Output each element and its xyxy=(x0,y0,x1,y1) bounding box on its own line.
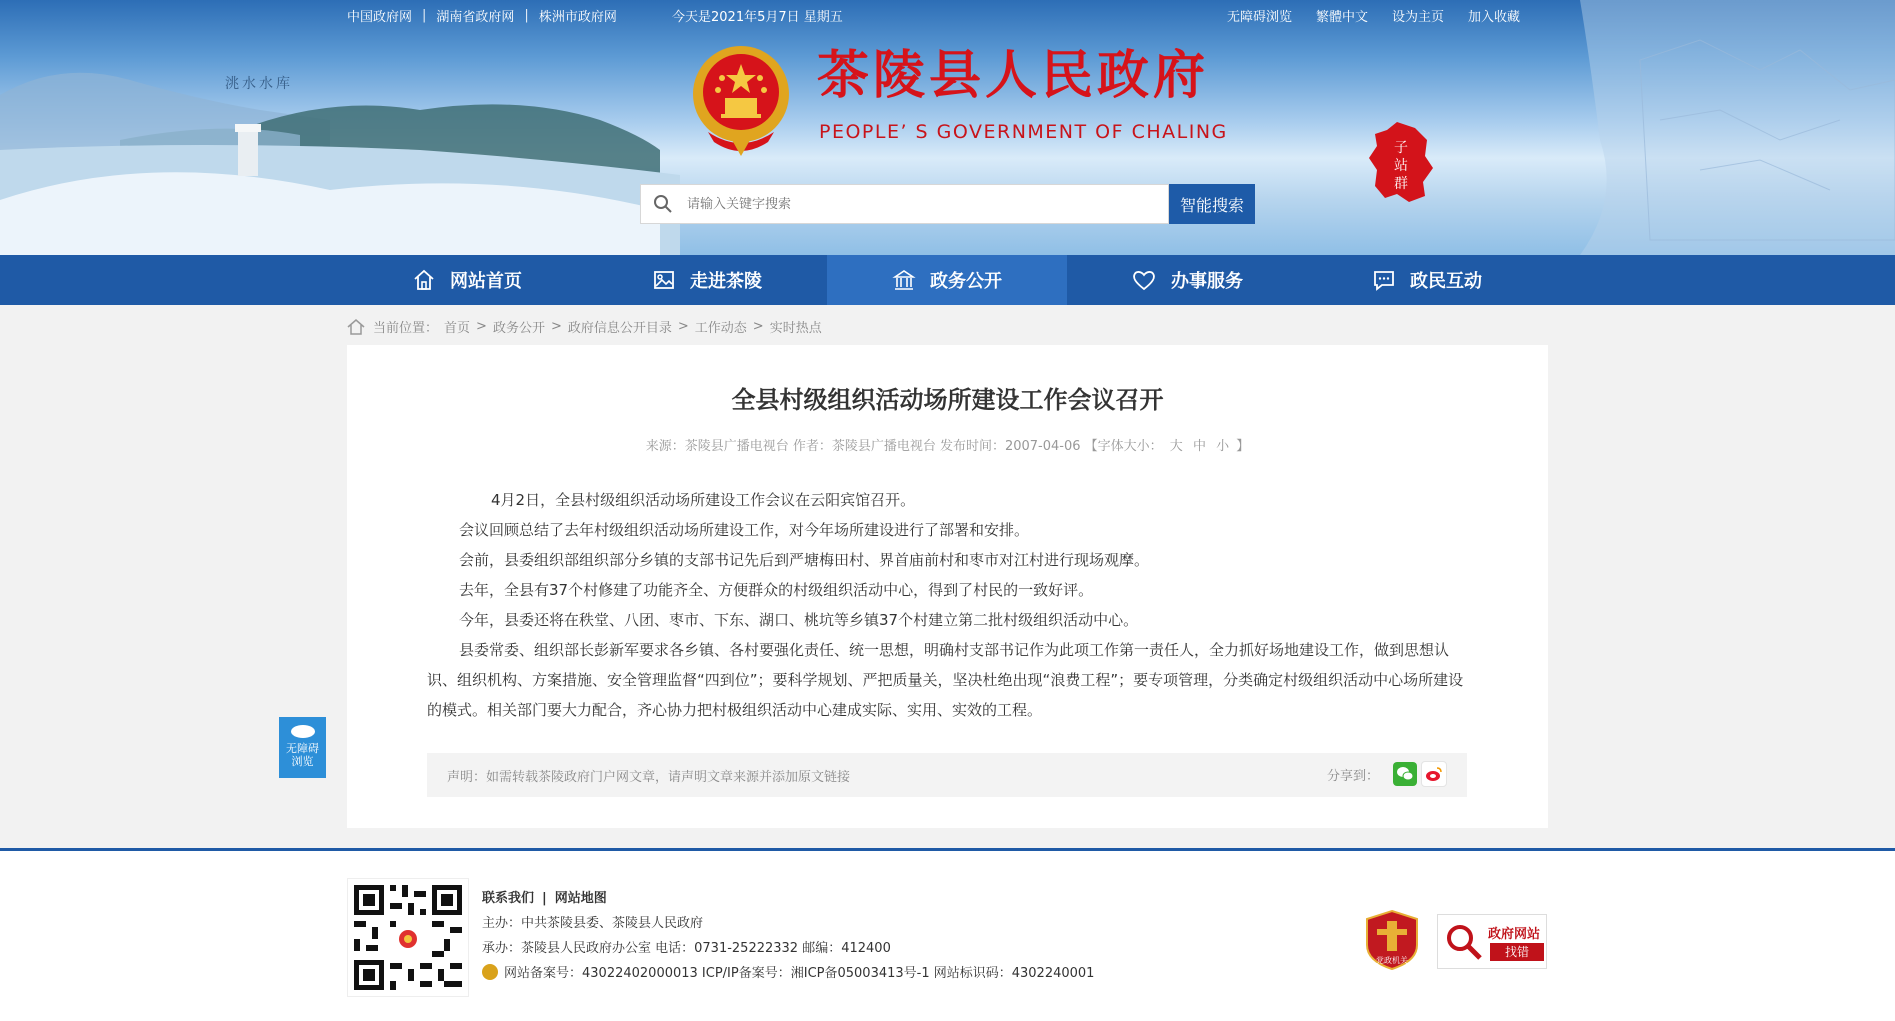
footer-links xyxy=(482,886,1094,911)
nav-item-label: 政务公开 xyxy=(930,271,1002,292)
font-size-medium-button[interactable]: 中 xyxy=(1192,439,1206,454)
breadcrumb-arrow: > xyxy=(476,319,487,334)
breadcrumb-hot-topics[interactable]: 实时热点 xyxy=(769,321,822,336)
separator: | xyxy=(524,8,529,23)
article-source: 来源：茶陵县广播电视台 作者：茶陵县广播电视台 发布时间：2007-04-06 【字体大小： xyxy=(645,439,1163,454)
party-government-badge-icon[interactable] xyxy=(1363,909,1421,971)
search-input[interactable] xyxy=(685,196,1168,213)
contact-us-link[interactable]: 联系我们 xyxy=(482,891,535,906)
accessibility-widget-line1: 无障碍 xyxy=(286,742,319,755)
top-bar xyxy=(0,6,1895,26)
subsite-label-1: 子 xyxy=(1394,140,1408,156)
share-label: 分享到： xyxy=(1326,768,1379,784)
breadcrumb-arrow: > xyxy=(752,319,764,334)
subsite-label-3: 群 xyxy=(1394,176,1408,192)
government-building-icon xyxy=(892,268,916,292)
article-title: 全县村级组织活动场所建设工作会议召开 xyxy=(731,386,1164,414)
site-title: 茶陵县人民政府 xyxy=(817,45,1210,106)
main-nav xyxy=(0,255,1895,305)
link-zhuzhou-gov[interactable]: 株洲市政府网 xyxy=(538,10,617,25)
magnifier-icon xyxy=(1444,922,1484,962)
site-map-link[interactable]: 网站地图 xyxy=(554,891,607,906)
reprint-declaration-bar xyxy=(427,753,1467,797)
nav-item-about[interactable] xyxy=(587,255,827,305)
meta-close-bracket: 】 xyxy=(1236,439,1250,454)
breadcrumb-arrow: > xyxy=(550,319,562,334)
breadcrumb-prefix: 当前位置： xyxy=(373,321,439,336)
article-body xyxy=(427,485,1467,725)
breadcrumb-arrow: > xyxy=(677,319,689,334)
article-paragraph: 今年，县委还将在秩堂、八团、枣市、下东、湖口、桃坑等乡镇37个村建立第二批村级组织活动中心。 xyxy=(459,611,1139,629)
share-panel xyxy=(1327,761,1447,787)
report-error-line2: 找错 xyxy=(1490,943,1544,961)
article-paragraph: 会议回顾总结了去年村级组织活动场所建设工作，对今年场所建设进行了部署和安排。 xyxy=(459,521,1030,539)
reprint-declaration: 声明：如需转载茶陵政府门户网文章，请声明文章来源并添加原文链接 xyxy=(447,770,851,785)
home-icon xyxy=(347,319,365,335)
breadcrumb-directory[interactable]: 政府信息公开目录 xyxy=(567,321,672,336)
traditional-chinese-link[interactable]: 繁體中文 xyxy=(1316,10,1369,25)
article-paragraph: 会前，县委组织部组织部分乡镇的支部书记先后到严塘梅田村、界首庙前村和枣市对江村进行现场观摩。 xyxy=(459,551,1150,569)
nav-item-label: 走进茶陵 xyxy=(690,271,762,292)
picture-icon xyxy=(652,268,676,292)
report-error-line1: 政府网站 xyxy=(1488,927,1541,942)
link-hunan-gov[interactable]: 湖南省政府网 xyxy=(436,10,515,25)
chat-icon xyxy=(1372,268,1396,292)
font-size-small-button[interactable]: 小 xyxy=(1216,439,1230,454)
set-homepage-link[interactable]: 设为主页 xyxy=(1392,10,1445,25)
search-bar xyxy=(640,184,1255,224)
nav-item-label: 网站首页 xyxy=(450,271,522,292)
article-panel xyxy=(347,345,1548,828)
accessibility-widget-line2: 浏览 xyxy=(291,755,314,768)
article-paragraph: 去年，全县有37个村修建了功能齐全、方便群众的村级组织活动中心，得到了村民的一致好评。 xyxy=(459,581,1094,599)
weibo-icon[interactable] xyxy=(1421,761,1447,787)
footer-record-row xyxy=(482,961,1094,986)
font-size-large-button[interactable]: 大 xyxy=(1169,439,1183,454)
wechat-icon[interactable] xyxy=(1393,762,1417,786)
qr-code-icon xyxy=(347,878,469,997)
article-paragraph: 县委常委、组织部长彭新军要求各乡镇、各村要强化责任、统一思想，明确村支部书记作为此项工作第一责任人，全力抓好场地建设工作，做到思想认识、组织机构、方案措施、安全管理监督“四到位”；要科学规划、严把质量关，坚决杜绝出现“浪费工程”；要专项管理，分类确定村级组织活动中心场所建设的模式。相关部门要大力配合，齐心协力把村极组织活动中心建成实际、实用、实效的工程。 xyxy=(427,641,1464,719)
article-meta xyxy=(347,435,1548,454)
footer xyxy=(0,848,1895,1021)
breadcrumb-home[interactable]: 首页 xyxy=(444,321,471,336)
subsite-map-button[interactable] xyxy=(1367,120,1435,204)
nav-item-home[interactable] xyxy=(347,255,587,305)
national-emblem-icon xyxy=(688,42,794,158)
reservoir-label: 洮水水库 xyxy=(225,76,293,92)
footer-organizer: 承办：茶陵县人民政府办公室 电话：0731-25222332 邮编：412400 xyxy=(482,941,891,956)
party-badge-label: 党政机关 xyxy=(1376,956,1408,965)
gov-links xyxy=(347,6,617,25)
footer-info xyxy=(482,886,1094,986)
smart-search-button[interactable]: 智能搜索 xyxy=(1169,184,1255,224)
subsite-label-2: 站 xyxy=(1394,158,1408,174)
nav-item-interaction[interactable] xyxy=(1307,255,1547,305)
separator: | xyxy=(542,891,547,906)
accessibility-link[interactable]: 无障碍浏览 xyxy=(1227,10,1293,25)
nav-item-label: 办事服务 xyxy=(1171,271,1243,292)
nav-item-services[interactable] xyxy=(1067,255,1307,305)
header-banner xyxy=(0,0,1895,255)
home-icon xyxy=(412,268,436,292)
police-badge-icon xyxy=(482,964,498,980)
heart-icon xyxy=(1131,268,1157,292)
add-favorite-link[interactable]: 加入收藏 xyxy=(1468,10,1521,25)
link-central-gov[interactable]: 中国政府网 xyxy=(347,10,413,25)
current-date: 今天是2021年5月7日 星期五 xyxy=(672,10,843,25)
breadcrumb-gov-affairs[interactable]: 政务公开 xyxy=(492,321,545,336)
footer-record[interactable]: 网站备案号：43022402000013 ICP/IP备案号：湘ICP备05003413号-1 网站标识码：4302240001 xyxy=(504,966,1095,981)
nav-item-gov-affairs[interactable] xyxy=(827,255,1067,305)
article-paragraph: 4月2日，全县村级组织活动场所建设工作会议在云阳宾馆召开。 xyxy=(491,491,916,509)
site-subtitle: PEOPLE’ S GOVERNMENT OF CHALING xyxy=(819,121,1228,143)
accessibility-widget[interactable] xyxy=(279,717,326,778)
report-error-button[interactable] xyxy=(1437,914,1547,969)
breadcrumb xyxy=(347,317,822,336)
search-box xyxy=(640,184,1169,224)
breadcrumb-work-updates[interactable]: 工作动态 xyxy=(694,321,747,336)
nav-item-label: 政民互动 xyxy=(1410,271,1482,292)
eye-icon xyxy=(291,725,315,738)
search-icon xyxy=(641,185,685,223)
footer-host: 主办：中共茶陵县委、茶陵县人民政府 xyxy=(482,916,704,931)
utility-links xyxy=(1227,6,1544,25)
separator: | xyxy=(422,8,427,23)
